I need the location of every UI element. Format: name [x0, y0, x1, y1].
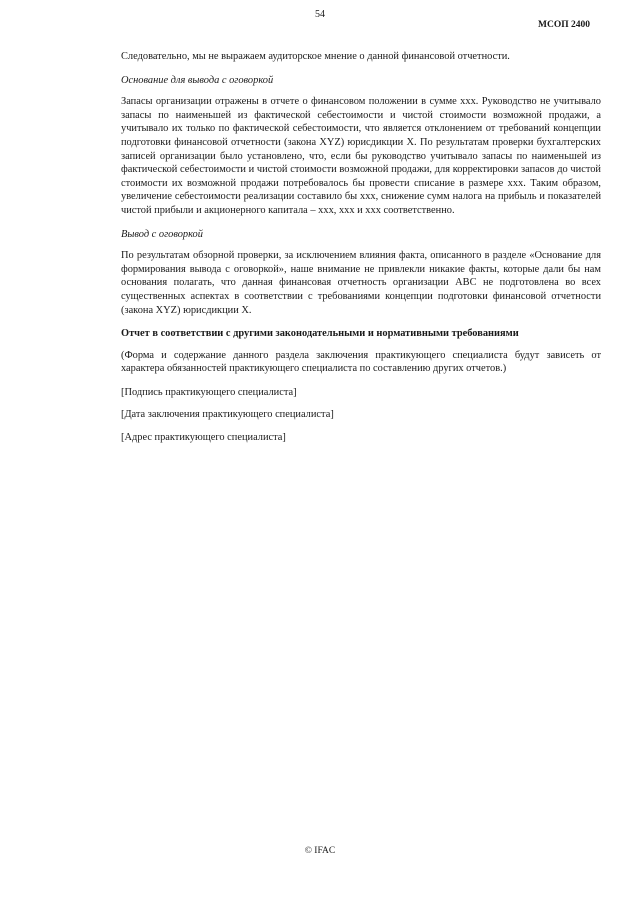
date-placeholder: [Дата заключения практикующего специалиста]: [121, 409, 334, 421]
basis-paragraph: Запасы организации отражены в отчете о финансовом положении в сумме ххх. Руководство не учитывало запасы по наименьшей из фактической себестоимости и чистой стоимости возможной продажи, а учитывало их только по фактической себестоимости, что является отклонением от требований концепции подготовки финансовой отчетности (закона XYZ) юрисдикции X. По результатам проверки бухгалтерских записей организации было установлено, что, если бы руководство учитывало запасы по наименьшей из фактической себестоимости и чистой стоимости возможной продажи, для корректировки запасов до чистой стоимости их возможной продажи потребовалось бы провести списание в размере ххх. Таким образом, увеличение себестоимости реализации составило бы ххх, снижение сумм налога на прибыль и показателей чистой прибыли и акционерного капитала – ххх, ххх и ххх соответственно.: [121, 96, 601, 216]
document-code: МСОП 2400: [538, 20, 590, 30]
other-reporting-heading: Отчет в соответствии с другими законодательными и нормативными требованиями: [121, 328, 519, 340]
other-reporting-paragraph: (Форма и содержание данного раздела заключения практикующего специалиста будут зависеть от характера обязанностей практикующего специалиста по составлению других отчетов.): [121, 349, 601, 375]
document-body: [121, 50, 601, 454]
address-placeholder: [Адрес практикующего специалиста]: [121, 432, 286, 444]
page-number: 54: [315, 9, 325, 20]
intro-sentence: Следовательно, мы не выражаем аудиторское мнение о данной финансовой отчетности.: [121, 51, 510, 62]
footer-copyright: © IFAC: [304, 846, 336, 856]
conclusion-heading: Вывод с оговоркой: [121, 228, 203, 240]
basis-heading: Основание для вывода с оговоркой: [121, 74, 274, 86]
conclusion-paragraph: По результатам обзорной проверки, за исключением влияния факта, описанного в разделе «Основание для формирования вывода с оговоркой», наше внимание не привлекли никакие факты, которые дали бы нам основания полагать, что данная финансовая отчетность организации ABC не подготовлена во всех существенных аспектах в соответствии с требованиями концепции подготовки финансовой отчетности (закона XYZ) юрисдикции X.: [121, 250, 601, 316]
signature-placeholder: [Подпись практикующего специалиста]: [121, 386, 297, 398]
